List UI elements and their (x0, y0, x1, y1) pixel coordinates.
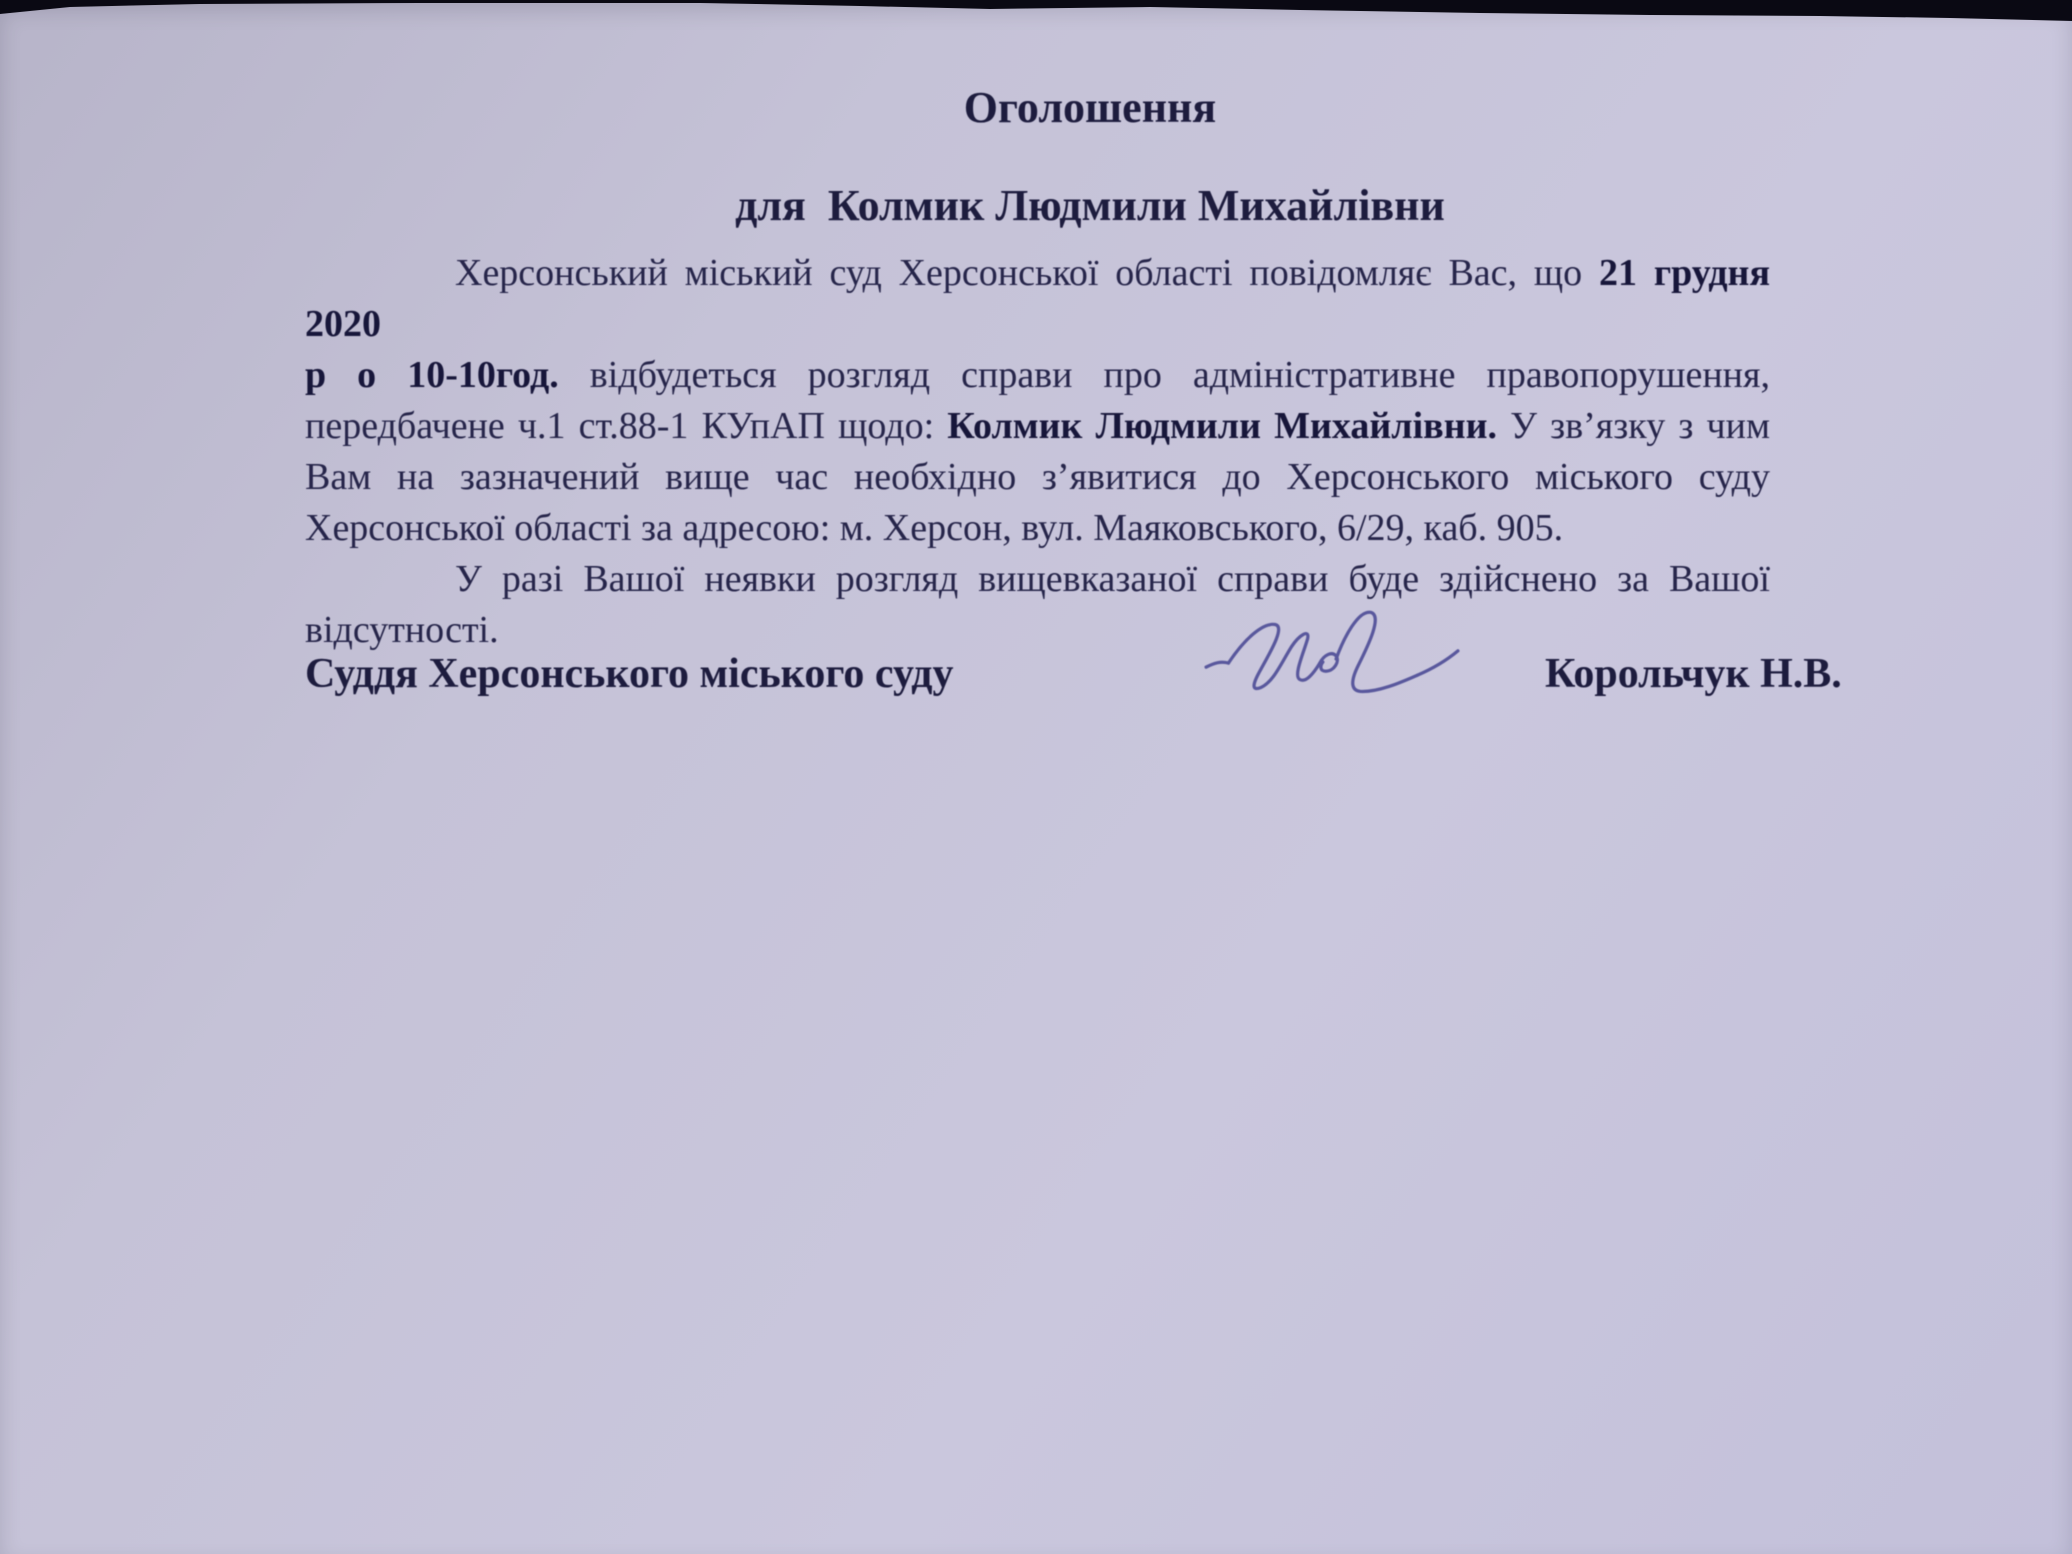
body-text-bold-run: 21 грудня 2020 (305, 252, 1771, 345)
signature-role-label: Суддя Херсонського міського суду (305, 651, 954, 697)
body-line (305, 401, 1770, 452)
body-text-run: Херсонської області за адресою: м. Херсон, вул. Маяковського, 6/29, каб. 905. (305, 507, 1564, 549)
body-line (305, 248, 1770, 350)
document-title: Оголошення (963, 83, 1217, 132)
body-line (305, 350, 1770, 401)
body-text (305, 248, 1770, 656)
body-text-run: Вам на зазначений вище час необхідно з’явитися до Херсонського міського суду (305, 456, 1770, 498)
body-text-run: відсутності. (305, 609, 499, 651)
body-text-run: У зв’язку з чим (1496, 405, 1770, 447)
body-line (305, 503, 1770, 554)
body-line (305, 452, 1770, 503)
body-text-run: Херсонський міський суд Херсонської області повідомляє Вас, що (455, 252, 1599, 294)
body-text-run: відбудеться розгляд справи про адміністративне правопорушення, (558, 354, 1770, 396)
handwritten-signature (1200, 600, 1464, 716)
body-line (305, 554, 1770, 605)
body-text-run: передбачене ч.1 ст.88-1 КУпАП щодо: (305, 405, 948, 447)
signature-name: Корольчук Н.В. (1545, 651, 1842, 697)
body-text-bold-run: Колмик Людмили Михайлівни. (947, 405, 1497, 447)
addressee-line: для Колмик Людмили Михайлівни (735, 181, 1445, 230)
body-text-bold-run: р о 10-10год. (305, 354, 559, 396)
body-text-run: У разі Вашої неявки розгляд вищевказаної справи буде здійснено за Вашої (455, 558, 1770, 600)
body-line (305, 605, 1770, 656)
